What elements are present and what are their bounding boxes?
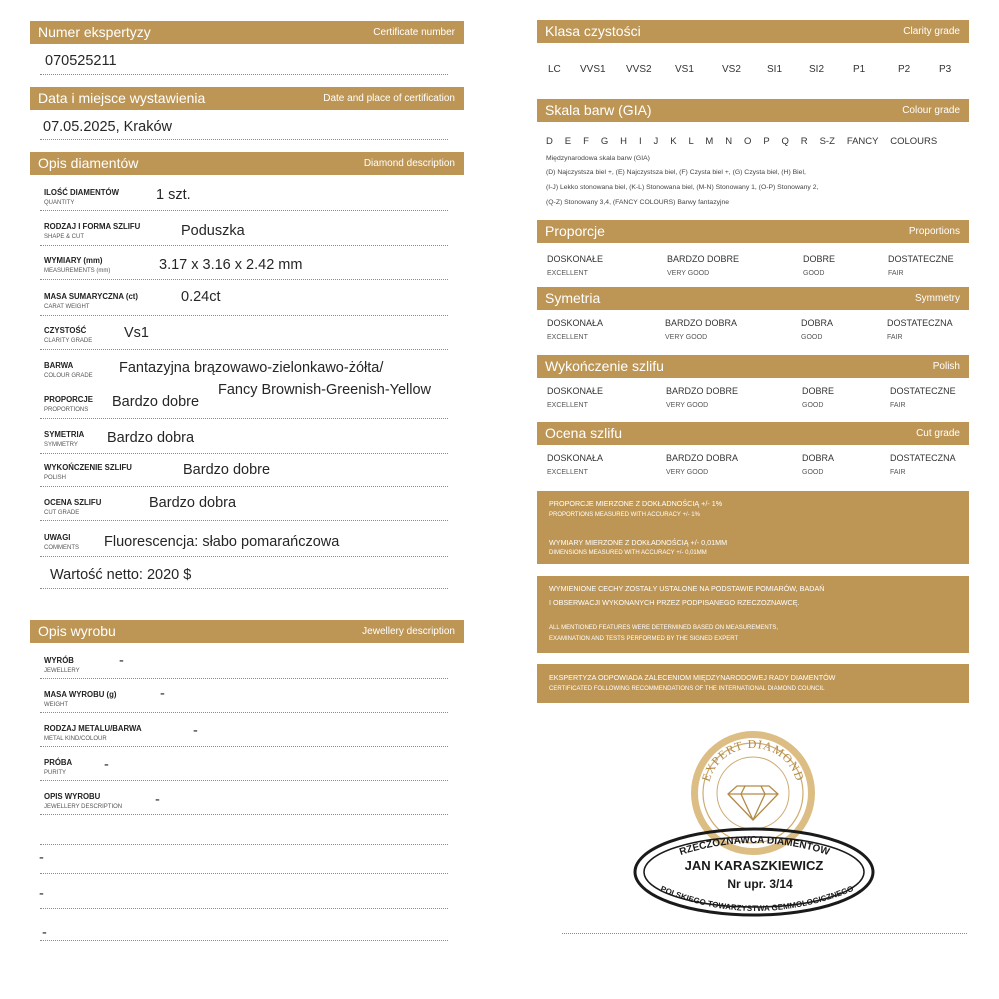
grade-option: BARDZO DOBRE — [666, 386, 739, 396]
diamond-description-title: Opis diamentów — [38, 155, 139, 171]
date-place-title-en: Date and place of certification — [323, 93, 455, 104]
divider — [40, 453, 448, 454]
grade-option-en: VERY GOOD — [667, 270, 710, 277]
field-label: SYMETRIA — [44, 430, 85, 439]
polish-value: Bardzo dobre — [183, 462, 271, 478]
field-label: UWAGI — [44, 533, 71, 542]
colour-value-en: Fancy Brownish-Greenish-Yellow — [218, 382, 432, 398]
colour-value: Fantazyjna brązowawo-zielonkawo-żółta/ — [119, 360, 384, 376]
proportions-title-en: Proportions — [908, 226, 960, 237]
field-label-en: METAL KIND/COLOUR — [44, 736, 107, 742]
colour-scale-line: (I-J) Lekko stonowana biel, (K-L) Stonowana biel, (M-N) Stonowany 1, (O-P) Stonowany 2, — [546, 184, 819, 191]
divider — [40, 556, 448, 557]
grade-option: DOSKONAŁA — [547, 318, 604, 328]
expert-note-box — [537, 576, 969, 653]
field-label: MASA SUMARYCZNA (ct) — [44, 292, 138, 301]
field-label-en: COLOUR GRADE — [44, 373, 93, 379]
grade-option: BARDZO DOBRE — [667, 254, 740, 264]
proportions-accuracy-text-en: PROPORTIONS MEASURED WITH ACCURACY +/- 1% — [549, 512, 700, 518]
expert-note-text: I OBSERWACJI WYKONANYCH PRZEZ PODPISANEGO RZECZOZNAWCĘ. — [549, 598, 800, 607]
quantity-value: 1 szt. — [156, 187, 191, 203]
stamp-number: Nr upr. 3/14 — [727, 877, 793, 891]
expert-note-text: WYMIENIONE CECHY ZOSTAŁY USTALONE NA PODSTAWIE POMIARÓW, BADAŃ — [549, 584, 825, 593]
field-label-en: JEWELLERY DESCRIPTION — [44, 804, 123, 810]
grade-option: DOSTATECZNA — [887, 318, 953, 328]
field-label-en: MEASUREMENTS (mm) — [44, 268, 111, 274]
grade-option-en: GOOD — [803, 270, 825, 277]
certificate-number-title-en: Certificate number — [373, 27, 455, 38]
field-label: MASA WYROBU (g) — [44, 690, 117, 699]
grade-option: BARDZO DOBRA — [666, 453, 739, 463]
expert-note-text-en: EXAMINATION AND TESTS PERFORMED BY THE SIGNED EXPERT — [549, 636, 739, 642]
cut-grade-value: Bardzo dobra — [149, 495, 237, 511]
cut-grade-title-en: Cut grade — [916, 428, 960, 439]
clarity-grade-item: SI1 — [767, 64, 783, 75]
cut-grade-title: Ocena szlifu — [545, 425, 623, 441]
divider — [40, 520, 448, 521]
purity-value: - — [104, 757, 109, 773]
field-label: WYMIARY (mm) — [44, 256, 103, 265]
council-note-box — [537, 664, 969, 703]
divider — [40, 210, 448, 211]
clarity-grade-header — [537, 20, 969, 43]
shape-value: Poduszka — [181, 223, 245, 239]
divider — [40, 940, 448, 941]
certificate-number-header — [30, 21, 464, 44]
symmetry-title-en: Symmetry — [915, 293, 960, 304]
seal-ring-text: EXPERT DIAMOND — [698, 736, 808, 784]
stamp-top-text: RZECZOZNAWCA DIAMENTÓW — [678, 834, 831, 858]
dimensions-accuracy-text-en: DIMENSIONS MEASURED WITH ACCURACY +/- 0,01MM — [549, 550, 707, 556]
polish-header — [537, 355, 969, 378]
grade-option-en: VERY GOOD — [666, 402, 709, 409]
divider — [40, 908, 448, 909]
clarity-grade-item: P2 — [898, 64, 911, 75]
colour-scale-line: (D) Najczystsza biel +, (E) Najczystsza biel, (F) Czysta biel +, (G) Czysta biel, (H) Biel, — [546, 169, 806, 176]
divider — [40, 844, 448, 845]
signature-line — [562, 933, 967, 934]
stamp-bottom-text: POLSKIEGO TOWARZYSTWA GEMMOLOGICZNEGO — [659, 884, 855, 914]
divider — [40, 74, 448, 75]
field-label: OPIS WYROBU — [44, 792, 101, 801]
field-label-en: JEWELLERY — [44, 668, 80, 674]
field-label: WYKOŃCZENIE SZLIFU — [44, 463, 132, 472]
field-label-en: COMMENTS — [44, 545, 79, 551]
field-label: WYRÓB — [44, 656, 74, 665]
jewellery-description-value: - — [155, 792, 160, 808]
comments-value: Fluorescencja: słabo pomarańczowa — [104, 534, 340, 550]
stamp-name: JAN KARASZKIEWICZ — [684, 858, 824, 873]
grade-option: DOSTATECZNE — [888, 254, 954, 264]
carat-weight-value: 0.24ct — [181, 289, 221, 305]
diamond-description-title-en: Diamond description — [363, 158, 455, 169]
polish-title: Wykończenie szlifu — [545, 358, 664, 374]
polish-title-en: Polish — [932, 361, 960, 372]
jewellery-description-title-en: Jewellery description — [362, 626, 455, 637]
divider — [40, 746, 448, 747]
grade-option-en: FAIR — [890, 469, 906, 476]
blank-line-dash: - — [42, 925, 47, 941]
field-label: PRÓBA — [44, 758, 73, 767]
field-label-en: SYMMETRY — [44, 442, 78, 448]
grade-option-en: FAIR — [887, 334, 903, 341]
cut-grade-header — [537, 422, 969, 445]
date-place-header — [30, 87, 464, 110]
divider — [40, 712, 448, 713]
grade-option-en: GOOD — [802, 402, 824, 409]
field-label-en: WEIGHT — [44, 702, 68, 708]
colour-grade-title-en: Colour grade — [902, 105, 960, 116]
grade-option-en: VERY GOOD — [665, 334, 708, 341]
blank-line-dash: - — [39, 886, 44, 902]
proportions-header — [537, 220, 969, 243]
colour-grade-title: Skala barw (GIA) — [545, 102, 652, 118]
divider — [40, 349, 448, 350]
field-label: OCENA SZLIFU — [44, 498, 102, 507]
clarity-grade-item: VVS2 — [626, 64, 652, 75]
accuracy-note-box — [537, 491, 969, 564]
net-value: Wartość netto: 2020 $ — [50, 567, 192, 583]
grade-option-en: FAIR — [890, 402, 906, 409]
grade-option: DOSTATECZNA — [890, 453, 956, 463]
clarity-grade-item: VS1 — [675, 64, 694, 75]
measurements-value: 3.17 x 3.16 x 2.42 mm — [159, 257, 303, 273]
field-label-en: PURITY — [44, 770, 67, 776]
field-label-en: POLISH — [44, 475, 67, 481]
metal-value: - — [193, 723, 198, 739]
field-label: CZYSTOŚĆ — [44, 326, 87, 335]
grade-option-en: VERY GOOD — [666, 469, 709, 476]
divider — [40, 245, 448, 246]
clarity-grade-item: VS2 — [722, 64, 741, 75]
divider — [40, 678, 448, 679]
colour-scale-letters: D E F G H I J K L M N O P Q R S-Z FANCY COLOURS — [546, 136, 938, 147]
field-label: PROPORCJE — [44, 395, 93, 404]
field-label-en: CLARITY GRADE — [44, 338, 93, 344]
grade-option: DOBRE — [802, 386, 835, 396]
grade-option: DOBRA — [802, 453, 835, 463]
weight-value: - — [160, 686, 165, 702]
clarity-grade-title: Klasa czystości — [545, 23, 641, 39]
grade-option: DOSKONAŁA — [547, 453, 604, 463]
proportions-title: Proporcje — [545, 223, 605, 239]
clarity-value: Vs1 — [124, 325, 149, 341]
clarity-grade-item: VVS1 — [580, 64, 606, 75]
grade-option: DOSKONAŁE — [547, 254, 604, 264]
grade-option-en: EXCELLENT — [547, 334, 588, 341]
jewellery-description-title: Opis wyrobu — [38, 623, 116, 639]
date-place-value: 07.05.2025, Kraków — [43, 119, 172, 135]
proportions-accuracy-text: PROPORCJE MIERZONE Z DOKŁADNOŚCIĄ +/- 1% — [549, 499, 723, 508]
divider — [40, 873, 448, 874]
svg-text:RZECZOZNAWCA DIAMENTÓW — [678, 835, 831, 858]
field-label: BARWA — [44, 361, 74, 370]
colour-scale-line: Międzynarodowa skala barw (GIA) — [546, 155, 650, 162]
field-label-en: CUT GRADE — [44, 510, 80, 516]
certificate-number-title: Numer ekspertyzy — [38, 24, 151, 40]
divider — [40, 486, 448, 487]
clarity-grade-item: SI2 — [809, 64, 825, 75]
field-label-en: QUANTITY — [44, 200, 75, 206]
proportions-value: Bardzo dobre — [112, 394, 200, 410]
date-place-title: Data i miejsce wystawienia — [38, 90, 206, 106]
diamond-description-header — [30, 152, 464, 175]
divider — [40, 279, 448, 280]
grade-option: DOSTATECZNE — [890, 386, 956, 396]
colour-scale-line: (Q-Z) Stonowany 3,4, (FANCY COLOURS) Barwy fantazyjne — [546, 199, 730, 206]
appraiser-stamp — [632, 826, 877, 918]
clarity-grade-item: LC — [548, 64, 561, 75]
clarity-grade-item: P3 — [939, 64, 952, 75]
field-label: ILOŚĆ DIAMENTÓW — [44, 188, 119, 197]
symmetry-header — [537, 287, 969, 310]
field-label: RODZAJ I FORMA SZLIFU — [44, 222, 141, 231]
certificate-number-value: 070525211 — [45, 53, 117, 69]
grade-option: DOBRE — [803, 254, 836, 264]
grade-option: DOSKONAŁE — [547, 386, 604, 396]
expert-note-text-en: ALL MENTIONED FEATURES WERE DETERMINED BASED ON MEASUREMENTS, — [549, 625, 779, 631]
jewellery-description-header — [30, 620, 464, 643]
divider — [40, 139, 448, 140]
field-label-en: CARAT WEIGHT — [44, 304, 90, 310]
blank-line-dash: - — [39, 850, 44, 866]
grade-option-en: EXCELLENT — [547, 469, 588, 476]
council-note-text: EKSPERTYZA ODPOWIADA ZALECENIOM MIĘDZYNARODOWEJ RADY DIAMENTÓW — [549, 673, 836, 682]
symmetry-title: Symetria — [545, 290, 601, 306]
field-label-en: PROPORTIONS — [44, 407, 89, 413]
divider — [40, 418, 448, 419]
colour-grade-header — [537, 99, 969, 122]
divider — [40, 814, 448, 815]
divider — [40, 315, 448, 316]
divider — [40, 588, 448, 589]
council-note-text-en: CERTIFICATED FOLLOWING RECOMMENDATIONS OF THE INTERNATIONAL DIAMOND COUNCIL — [549, 686, 825, 692]
grade-option-en: GOOD — [802, 469, 824, 476]
jewellery-value: - — [119, 653, 124, 669]
divider — [40, 780, 448, 781]
grade-option-en: FAIR — [888, 270, 904, 277]
grade-option-en: EXCELLENT — [547, 270, 588, 277]
grade-option: BARDZO DOBRA — [665, 318, 738, 328]
clarity-grade-title-en: Clarity grade — [903, 26, 960, 37]
grade-option-en: GOOD — [801, 334, 823, 341]
dimensions-accuracy-text: WYMIARY MIERZONE Z DOKŁADNOŚCIĄ +/- 0,01MM — [549, 538, 728, 547]
grade-option: DOBRA — [801, 318, 834, 328]
field-label: RODZAJ METALU/BARWA — [44, 724, 142, 733]
field-label-en: SHAPE & CUT — [44, 234, 85, 240]
symmetry-value: Bardzo dobra — [107, 430, 195, 446]
clarity-grade-item: P1 — [853, 64, 866, 75]
grade-option-en: EXCELLENT — [547, 402, 588, 409]
